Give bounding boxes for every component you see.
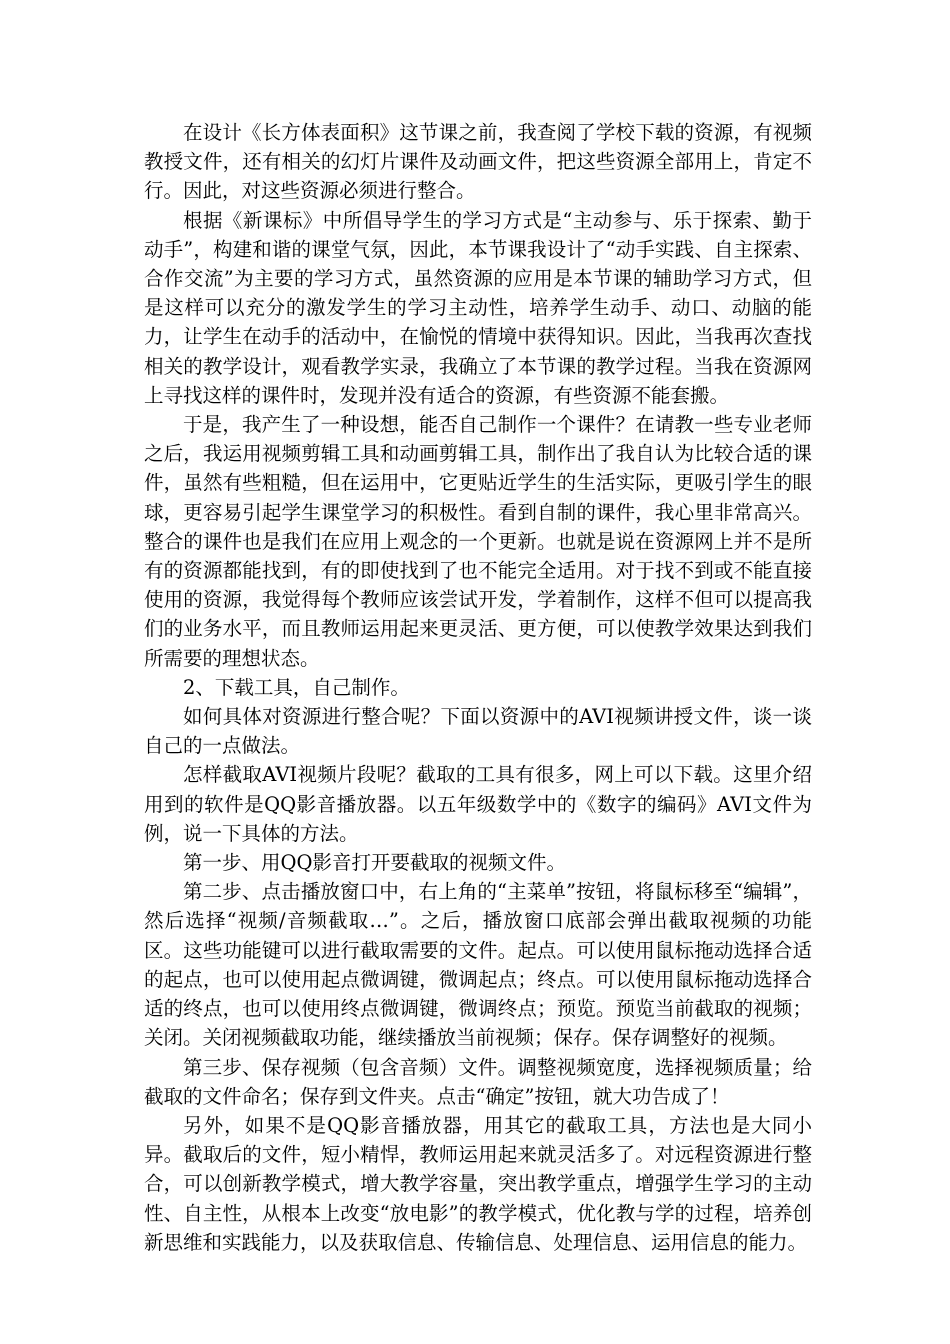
- paragraph-5: 怎样截取AVI视频片段呢？截取的工具有很多，网上可以下载。这里介绍用到的软件是QQ影音播放器。以五年级数学中的《数字的编码》AVI文件为例，说一下具体的方法。: [144, 763, 812, 845]
- paragraph-4: 如何具体对资源进行整合呢？下面以资源中的AVI视频讲授文件，谈一谈自己的一点做法。: [144, 705, 812, 758]
- paragraph-3: 于是，我产生了一种设想，能否自己制作一个课件？在请教一些专业老师之后，我运用视频剪辑工具和动画剪辑工具，制作出了我自认为比较合适的课件，虽然有些粗糙，但在运用中，它更贴近学生的生活实际，更吸引学生的眼球，更容易引起学生课堂学习的积极性。看到自制的课件，我心里非常高兴。整合的课件也是我们在应用上观念的一个更新。也就是说在资源网上并不是所有的资源都能找到，有的即使找到了也不能完全适用。对于找不到或不能直接使用的资源，我觉得每个教师应该尝试开发，学着制作，这样不但可以提高我们的业务水平，而且教师运用起来更灵活、更方便，可以使教学效果达到我们所需要的理想状态。: [144, 413, 812, 670]
- step-1: 第一步、用QQ影音打开要截取的视频文件。: [183, 851, 566, 875]
- paragraph-1: 在设计《长方体表面积》这节课之前，我查阅了学校下载的资源，有视频教授文件，还有相关的幻灯片课件及动画文件，把这些资源全部用上，肯定不行。因此，对这些资源必须进行整合。: [144, 121, 812, 203]
- step-3: 第三步、保存视频（包含音频）文件。调整视频宽度，选择视频质量；给截取的文件命名；保存到文件夹。点击“确定”按钮，就大功告成了！: [144, 1055, 812, 1108]
- document-page: [144, 118, 812, 1257]
- paragraph-conclusion: 另外，如果不是QQ影音播放器，用其它的截取工具，方法也是大同小异。截取后的文件，短小精悍，教师运用起来就灵活多了。对远程资源进行整合，可以创新教学模式，增大教学容量，突出教学重点，增强学生学习的主动性、自主性，从根本上改变“放电影”的教学模式，优化教与学的过程，培养创新思维和实践能力，以及获取信息、传输信息、处理信息、运用信息的能力。: [144, 1113, 812, 1254]
- section-heading: 2、下载工具，自己制作。: [183, 675, 410, 699]
- paragraph-2: 根据《新课标》中所倡导学生的学习方式是“主动参与、乐于探索、勤于动手”，构建和谐的课堂气氛，因此，本节课我设计了“动手实践、自主探索、合作交流”为主要的学习方式，虽然资源的应用是本节课的辅助学习方式，但是这样可以充分的激发学生的学习主动性，培养学生动手、动口、动脑的能力，让学生在动手的活动中，在愉悦的情境中获得知识。因此，当我再次查找相关的教学设计，观看教学实录，我确立了本节课的教学过程。当我在资源网上寻找这样的课件时，发现并没有适合的资源，有些资源不能套搬。: [144, 208, 812, 407]
- step-2: 第二步、点击播放窗口中，右上角的“主菜单”按钮，将鼠标移至“编辑”，然后选择“视频/音频截取…”。之后，播放窗口底部会弹出截取视频的功能区。这些功能键可以进行截取需要的文件。起点。可以使用鼠标拖动选择合适的起点，也可以使用起点微调键，微调起点；终点。可以使用鼠标拖动选择合适的终点，也可以使用终点微调键，微调终点；预览。预览当前截取的视频；关闭。关闭视频截取功能，继续播放当前视频；保存。保存调整好的视频。: [144, 880, 812, 1050]
